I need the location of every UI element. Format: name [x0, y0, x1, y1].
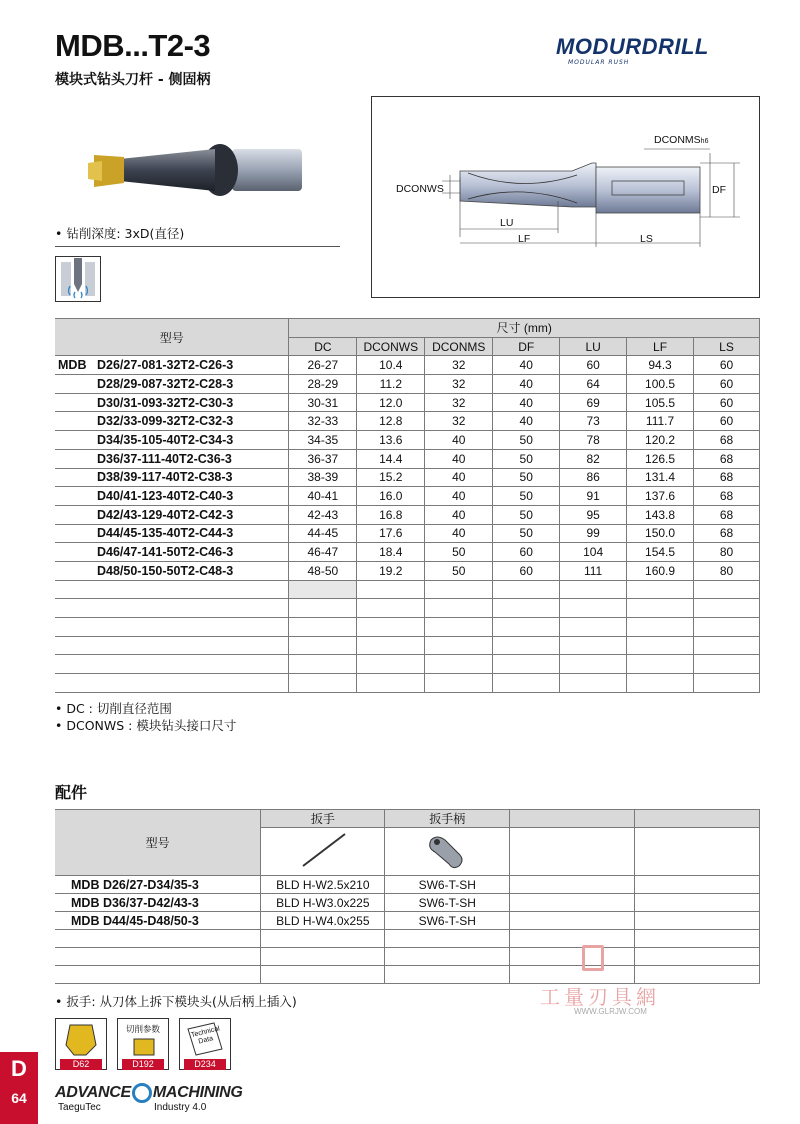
- value-cell-ls: 80: [694, 561, 760, 580]
- column-header-lu: LU: [560, 337, 627, 356]
- reference-title: 切削参数: [125, 1025, 160, 1035]
- note-dconws: • DCONWS : 模块钻头接口尺寸: [55, 718, 237, 733]
- handle-header: 扳手柄: [385, 810, 510, 828]
- value-cell-df: 50: [493, 524, 560, 543]
- value-cell-dconws: 10.4: [357, 356, 425, 375]
- value-cell-lu: 99: [560, 524, 627, 543]
- value-cell-dc: 34-35: [289, 431, 357, 450]
- empty-cell: [357, 655, 425, 674]
- model-cell: [55, 412, 289, 431]
- empty-cell: [289, 580, 357, 599]
- empty-cell: [55, 655, 289, 674]
- value-cell-dc: 42-43: [289, 505, 357, 524]
- value-cell-lf: 111.7: [627, 412, 694, 431]
- value-cell-df: 40: [493, 375, 560, 394]
- value-cell-lu: 104: [560, 543, 627, 562]
- empty-row: [55, 655, 760, 674]
- empty-cell: [425, 618, 493, 637]
- empty-cell: [627, 580, 694, 599]
- value-cell-df: 50: [493, 449, 560, 468]
- value-cell-df: 50: [493, 487, 560, 506]
- value-cell-dconms: 32: [425, 412, 493, 431]
- empty-cell: [493, 580, 560, 599]
- empty-cell: [493, 636, 560, 655]
- model-code: D34/35-105-40T2-C34-3: [97, 432, 234, 447]
- accessory-empty-cell: [510, 876, 635, 894]
- dconws-label: DCONWS: [396, 183, 444, 195]
- table-row: [55, 468, 760, 487]
- column-header-ls: LS: [694, 337, 760, 356]
- empty-cell: [493, 618, 560, 637]
- table-row: [55, 505, 760, 524]
- table-row: [55, 393, 760, 412]
- wrench-note: • 扳手: 从刀体上拆下模块头(从后柄上插入): [55, 994, 297, 1009]
- accessory-empty-cell: [635, 894, 760, 912]
- empty-cell: [425, 674, 493, 693]
- accessory-empty-header: [635, 810, 760, 828]
- value-cell-df: 50: [493, 431, 560, 450]
- value-cell-dc: 48-50: [289, 561, 357, 580]
- watermark-text: 工量刃具網: [540, 985, 660, 1009]
- accessory-wrench-cell: BLD H-W2.5x210: [261, 876, 385, 894]
- value-cell-dc: 44-45: [289, 524, 357, 543]
- column-header-dconws: DCONWS: [357, 337, 425, 356]
- accessory-row: [55, 876, 760, 894]
- empty-cell: [493, 599, 560, 618]
- value-cell-dconms: 40: [425, 505, 493, 524]
- value-cell-df: 40: [493, 393, 560, 412]
- value-cell-ls: 68: [694, 487, 760, 506]
- accessory-model-header: 型号: [55, 810, 261, 876]
- model-code: D28/29-087-32T2-C28-3: [97, 376, 234, 391]
- value-cell-ls: 68: [694, 468, 760, 487]
- handle-image-cell: [385, 828, 510, 876]
- empty-cell: [289, 618, 357, 637]
- accessory-model-cell: MDB D26/27-D34/35-3: [55, 876, 261, 894]
- model-cell: [55, 487, 289, 506]
- value-cell-lu: 64: [560, 375, 627, 394]
- modurdrill-logo: [556, 34, 760, 66]
- accessory-wrench-cell: BLD H-W4.0x255: [261, 912, 385, 930]
- specification-table: [55, 318, 760, 693]
- model-cell: [55, 375, 289, 394]
- reference-page: D62: [60, 1059, 102, 1070]
- empty-cell: [55, 599, 289, 618]
- lu-label: LU: [500, 217, 514, 229]
- empty-row: [55, 618, 760, 637]
- value-cell-dconws: 12.8: [357, 412, 425, 431]
- empty-cell: [635, 930, 760, 948]
- value-cell-df: 50: [493, 468, 560, 487]
- value-cell-dc: 40-41: [289, 487, 357, 506]
- model-cell: [55, 524, 289, 543]
- reference-title: Technical Data: [190, 1025, 221, 1046]
- value-cell-lf: 126.5: [627, 449, 694, 468]
- empty-cell: [385, 966, 510, 984]
- value-cell-dconms: 40: [425, 524, 493, 543]
- empty-cell: [425, 636, 493, 655]
- empty-cell: [261, 966, 385, 984]
- value-cell-lf: 120.2: [627, 431, 694, 450]
- brand-left: ADVANCE: [55, 1084, 131, 1102]
- value-cell-df: 40: [493, 412, 560, 431]
- reference-page: D192: [122, 1059, 164, 1070]
- table-row: [55, 356, 760, 375]
- brand-company: TaeguTec: [58, 1102, 101, 1113]
- internal-coolant-icon: [55, 256, 101, 302]
- value-cell-dconws: 16.0: [357, 487, 425, 506]
- accessories-table: [55, 809, 760, 984]
- divider: [55, 246, 340, 247]
- value-cell-dconms: 32: [425, 393, 493, 412]
- value-cell-dconws: 15.2: [357, 468, 425, 487]
- value-cell-lf: 143.8: [627, 505, 694, 524]
- table-row: [55, 487, 760, 506]
- value-cell-dconws: 12.0: [357, 393, 425, 412]
- reference-box-d62[interactable]: [55, 1018, 107, 1070]
- accessory-empty-cell: [510, 894, 635, 912]
- value-cell-lf: 100.5: [627, 375, 694, 394]
- column-header-lf: LF: [627, 337, 694, 356]
- value-cell-ls: 60: [694, 412, 760, 431]
- table-row: [55, 524, 760, 543]
- value-cell-ls: 68: [694, 431, 760, 450]
- value-cell-ls: 60: [694, 393, 760, 412]
- empty-cell: [560, 636, 627, 655]
- dconms-label: DCONMSh6: [654, 134, 709, 146]
- value-cell-dconws: 16.8: [357, 505, 425, 524]
- accessory-handle-cell: SW6-T-SH: [385, 912, 510, 930]
- value-cell-dc: 36-37: [289, 449, 357, 468]
- model-code: D30/31-093-32T2-C30-3: [97, 395, 234, 410]
- empty-cell: [627, 655, 694, 674]
- model-code: D44/45-135-40T2-C44-3: [97, 526, 234, 541]
- empty-cell: [55, 930, 261, 948]
- table-row: [55, 543, 760, 562]
- value-cell-dconws: 17.6: [357, 524, 425, 543]
- model-code: D26/27-081-32T2-C26-3: [97, 358, 234, 373]
- page-subtitle: 模块式钻头刀杆 - 侧固柄: [55, 72, 211, 88]
- accessory-empty-cell: [635, 828, 760, 876]
- empty-cell: [627, 618, 694, 637]
- empty-cell: [55, 580, 289, 599]
- empty-cell: [694, 618, 760, 637]
- empty-cell: [425, 599, 493, 618]
- empty-cell: [560, 674, 627, 693]
- value-cell-df: 60: [493, 561, 560, 580]
- drill-tool-image: [80, 135, 305, 205]
- model-code: D36/37-111-40T2-C36-3: [97, 451, 232, 466]
- empty-cell: [261, 948, 385, 966]
- value-cell-dc: 28-29: [289, 375, 357, 394]
- empty-cell: [560, 618, 627, 637]
- empty-cell: [694, 655, 760, 674]
- empty-cell: [493, 674, 560, 693]
- value-cell-df: 40: [493, 356, 560, 375]
- empty-row: [55, 948, 760, 966]
- value-cell-dconms: 40: [425, 449, 493, 468]
- drill-depth-note: • 钻削深度: 3xD(直径): [55, 226, 185, 241]
- empty-cell: [261, 930, 385, 948]
- empty-row: [55, 930, 760, 948]
- empty-cell: [55, 966, 261, 984]
- model-cell: [55, 449, 289, 468]
- empty-cell: [357, 618, 425, 637]
- empty-cell: [493, 655, 560, 674]
- accessory-handle-cell: SW6-T-SH: [385, 894, 510, 912]
- section-tab: [0, 1052, 38, 1124]
- empty-cell: [55, 674, 289, 693]
- value-cell-df: 60: [493, 543, 560, 562]
- wrench-image-cell: [261, 828, 385, 876]
- value-cell-dconms: 50: [425, 561, 493, 580]
- value-cell-ls: 80: [694, 543, 760, 562]
- lf-label: LF: [518, 233, 531, 245]
- model-cell: [55, 468, 289, 487]
- value-cell-dconms: 32: [425, 356, 493, 375]
- empty-cell: [510, 930, 635, 948]
- accessory-empty-cell: [635, 912, 760, 930]
- value-cell-lu: 95: [560, 505, 627, 524]
- empty-row: [55, 674, 760, 693]
- value-cell-dconms: 32: [425, 375, 493, 394]
- value-cell-lu: 111: [560, 561, 627, 580]
- wrench-icon: [293, 830, 353, 870]
- column-header-dconms: DCONMS: [425, 337, 493, 356]
- accessory-empty-header: [510, 810, 635, 828]
- model-cell: [55, 393, 289, 412]
- empty-row: [55, 599, 760, 618]
- value-cell-lf: 137.6: [627, 487, 694, 506]
- value-cell-lu: 82: [560, 449, 627, 468]
- accessory-empty-cell: [635, 876, 760, 894]
- empty-cell: [357, 674, 425, 693]
- value-cell-dconws: 18.4: [357, 543, 425, 562]
- value-cell-lu: 91: [560, 487, 627, 506]
- empty-cell: [55, 618, 289, 637]
- empty-cell: [357, 636, 425, 655]
- model-header: 型号: [55, 319, 289, 356]
- empty-cell: [289, 636, 357, 655]
- value-cell-lf: 160.9: [627, 561, 694, 580]
- value-cell-dconms: 40: [425, 468, 493, 487]
- column-header-dc: DC: [289, 337, 357, 356]
- value-cell-lu: 69: [560, 393, 627, 412]
- table-row: [55, 561, 760, 580]
- table-row: [55, 412, 760, 431]
- value-cell-dconws: 19.2: [357, 561, 425, 580]
- section-letter: D: [11, 1056, 27, 1081]
- insert-icon: [56, 1019, 106, 1059]
- value-cell-lf: 94.3: [627, 356, 694, 375]
- empty-cell: [694, 674, 760, 693]
- value-cell-ls: 68: [694, 449, 760, 468]
- value-cell-lf: 154.5: [627, 543, 694, 562]
- value-cell-lu: 60: [560, 356, 627, 375]
- note-dc: • DC : 切削直径范围: [55, 701, 172, 716]
- empty-cell: [385, 930, 510, 948]
- accessories-title: 配件: [55, 783, 88, 802]
- empty-cell: [560, 599, 627, 618]
- model-code: D46/47-141-50T2-C46-3: [97, 545, 234, 560]
- value-cell-lf: 150.0: [627, 524, 694, 543]
- brand-right: MACHINING: [152, 1084, 243, 1102]
- model-code: D42/43-129-40T2-C42-3: [97, 507, 234, 522]
- accessory-model-cell: MDB D44/45-D48/50-3: [55, 912, 261, 930]
- value-cell-dconms: 50: [425, 543, 493, 562]
- accessory-empty-cell: [510, 828, 635, 876]
- value-cell-df: 50: [493, 505, 560, 524]
- model-prefix: MDB: [58, 358, 87, 373]
- accessory-empty-cell: [510, 912, 635, 930]
- reference-box-d234[interactable]: [179, 1018, 231, 1070]
- value-cell-dc: 32-33: [289, 412, 357, 431]
- value-cell-dconms: 40: [425, 431, 493, 450]
- empty-cell: [560, 655, 627, 674]
- reference-box-d192[interactable]: [117, 1018, 169, 1070]
- empty-cell: [694, 599, 760, 618]
- brand-e-mark: [132, 1083, 152, 1103]
- empty-cell: [357, 580, 425, 599]
- empty-cell: [55, 948, 261, 966]
- empty-cell: [510, 948, 635, 966]
- model-cell: [55, 356, 289, 375]
- accessory-model-cell: MDB D36/37-D42/43-3: [55, 894, 261, 912]
- column-header-df: DF: [493, 337, 560, 356]
- value-cell-dconws: 11.2: [357, 375, 425, 394]
- logo-subtext: MODULAR RUSH: [568, 59, 630, 66]
- empty-row: [55, 636, 760, 655]
- value-cell-lu: 78: [560, 431, 627, 450]
- empty-cell: [635, 948, 760, 966]
- value-cell-dconms: 40: [425, 487, 493, 506]
- table-row: [55, 431, 760, 450]
- value-cell-dc: 46-47: [289, 543, 357, 562]
- page-number: 64: [11, 1090, 27, 1106]
- accessory-handle-cell: SW6-T-SH: [385, 876, 510, 894]
- value-cell-lu: 86: [560, 468, 627, 487]
- empty-cell: [289, 655, 357, 674]
- empty-cell: [627, 636, 694, 655]
- table-row: [55, 375, 760, 394]
- empty-cell: [694, 580, 760, 599]
- empty-cell: [560, 580, 627, 599]
- value-cell-dc: 38-39: [289, 468, 357, 487]
- accessory-wrench-cell: BLD H-W3.0x225: [261, 894, 385, 912]
- model-code: D48/50-150-50T2-C48-3: [97, 563, 234, 578]
- reference-page: D234: [184, 1059, 226, 1070]
- value-cell-dconws: 14.4: [357, 449, 425, 468]
- empty-cell: [425, 655, 493, 674]
- empty-cell: [289, 674, 357, 693]
- dimensions-header: 尺寸 (mm): [289, 319, 760, 338]
- dimension-diagram: [371, 96, 760, 298]
- model-code: D38/39-117-40T2-C38-3: [97, 470, 233, 485]
- page-title: MDB...T2-3: [55, 28, 211, 63]
- empty-cell: [289, 599, 357, 618]
- model-cell: [55, 431, 289, 450]
- value-cell-ls: 68: [694, 505, 760, 524]
- brand-tagline: Industry 4.0: [154, 1102, 207, 1113]
- table-row: [55, 449, 760, 468]
- watermark-logo-mark: [582, 945, 604, 971]
- empty-cell: [55, 636, 289, 655]
- value-cell-ls: 60: [694, 375, 760, 394]
- empty-cell: [357, 599, 425, 618]
- model-cell: [55, 543, 289, 562]
- empty-cell: [385, 948, 510, 966]
- df-label: DF: [712, 184, 726, 196]
- value-cell-ls: 68: [694, 524, 760, 543]
- accessory-row: [55, 912, 760, 930]
- logo-text: MODURDRILL: [556, 34, 709, 59]
- value-cell-dc: 30-31: [289, 393, 357, 412]
- value-cell-lf: 105.5: [627, 393, 694, 412]
- value-cell-lf: 131.4: [627, 468, 694, 487]
- wrench-handle-icon: [417, 830, 477, 870]
- value-cell-ls: 60: [694, 356, 760, 375]
- empty-cell: [627, 599, 694, 618]
- value-cell-dc: 26-27: [289, 356, 357, 375]
- model-code: D40/41-123-40T2-C40-3: [97, 489, 234, 504]
- model-code: D32/33-099-32T2-C32-3: [97, 414, 234, 429]
- wrench-header: 扳手: [261, 810, 385, 828]
- empty-cell: [627, 674, 694, 693]
- accessory-row: [55, 894, 760, 912]
- empty-row: [55, 580, 760, 599]
- advance-machining-logo: [55, 1083, 243, 1103]
- value-cell-lu: 73: [560, 412, 627, 431]
- model-cell: [55, 561, 289, 580]
- watermark-url: WWW.GLRJW.COM: [574, 1007, 647, 1016]
- value-cell-dconws: 13.6: [357, 431, 425, 450]
- ls-label: LS: [640, 233, 653, 245]
- empty-cell: [694, 636, 760, 655]
- empty-cell: [425, 580, 493, 599]
- model-cell: [55, 505, 289, 524]
